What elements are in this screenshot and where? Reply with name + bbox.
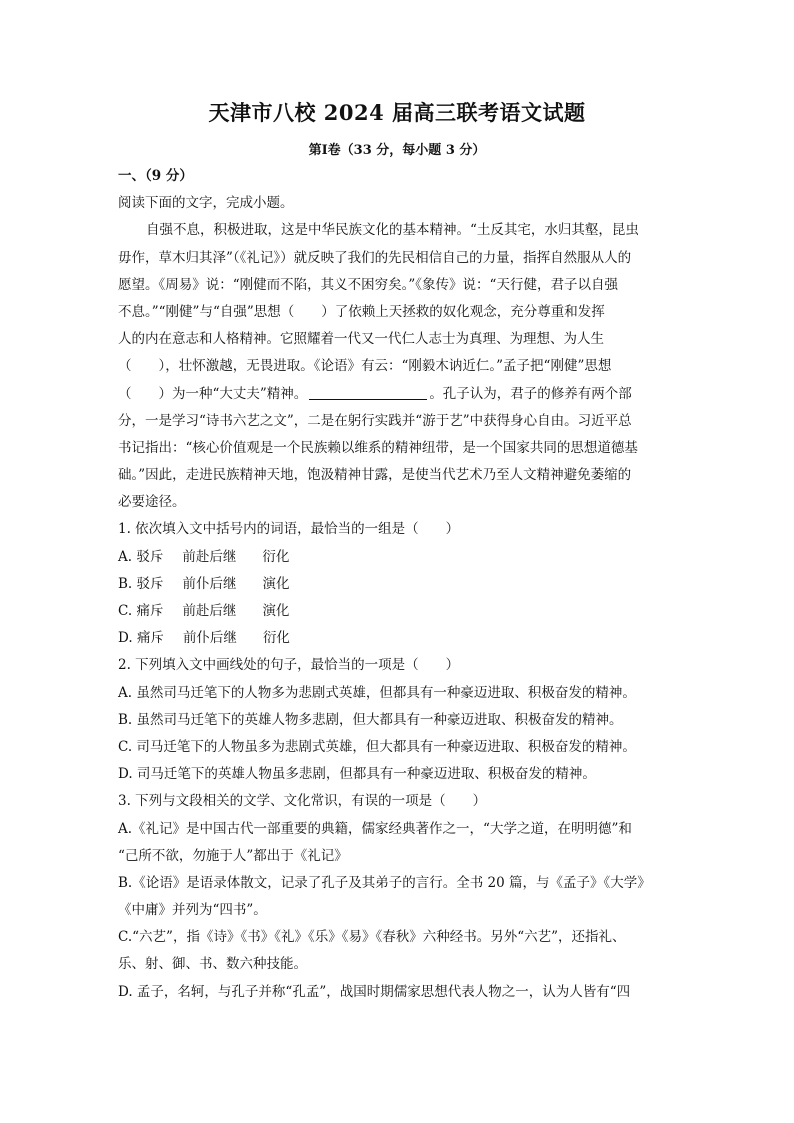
option-a (118, 544, 678, 571)
fill-in-blank-underline (309, 384, 427, 400)
section-heading: 一、（9 分） (118, 168, 193, 184)
option-d: D. 司马迁笔下的英雄人物虽多悲剧，但都具有一种豪迈进取、积极奋发的精神。 (118, 766, 596, 783)
passage-line: 自强不息，积极进取，这是中华民族文化的基本精神。“土反其宅，水归其壑，昆虫 (146, 222, 639, 239)
option-word: 前赴后继 (182, 603, 237, 619)
exam-body (118, 163, 678, 1006)
option-word: 痛斥 (136, 630, 164, 647)
instruction-text: 阅读下面的文字，完成小题。 (118, 195, 294, 212)
option-word: 衍化 (262, 630, 290, 647)
option-b: B. 虽然司马迁笔下的英雄人物多悲剧，但大都具有一种豪迈进取、积极奋发的精神。 (118, 711, 623, 728)
option-letter: B. (118, 575, 137, 592)
option-word: 驳斥 (136, 548, 164, 565)
question-3 (118, 788, 678, 1006)
option-letter: A. (118, 548, 137, 565)
option-word: 前赴后继 (182, 548, 237, 565)
option-c: C. 司马迁笔下的人物虽多为悲剧式英雄，但大都具有一种豪迈进取、积极奋发的精神。 (118, 738, 636, 755)
question-stem: 1. 依次填入文中括号内的词语，最恰当的一组是（ ） (118, 521, 460, 538)
option-word: 痛斥 (136, 603, 164, 619)
passage-line: 人的内在意志和人格精神。它照耀着一代又一代仁人志士为真理、为理想、为人生 (118, 331, 604, 348)
option-word: 前仆后继 (182, 575, 237, 592)
passage-line (118, 381, 678, 408)
question-stem: 3. 下列与文段相关的文学、文化常识，有误的一项是（ ） (118, 793, 487, 810)
option-c-continued: 乐、射、御、书、数六种技能。 (118, 956, 307, 973)
reading-passage (118, 217, 678, 516)
option-a-continued: “己所不欲，勿施于人”都出于《礼记》 (118, 847, 348, 864)
passage-line: 愿望。《周易》说：“刚健而不陷，其义不困穷矣。”《象传》说：“天行健，君子以自强 (118, 276, 618, 293)
option-b (118, 571, 678, 598)
question-1 (118, 516, 678, 652)
option-word: 演化 (262, 575, 290, 592)
option-d (118, 625, 678, 652)
option-letter: C. (118, 603, 137, 619)
section-subtitle: 第Ⅰ卷（33 分，每小题 3 分） (308, 143, 486, 158)
option-word: 衍化 (262, 548, 290, 565)
passage-line: （ ），壮怀激越，无畏进取。《论语》有云：“刚毅木讷近仁。”孟子把“刚健”思想 (118, 358, 612, 375)
passage-text: （ ）为一种“大丈夫”精神。 (118, 385, 308, 402)
option-word: 演化 (262, 603, 290, 619)
option-b-continued: 《中庸》并列为“四书”。 (118, 902, 267, 919)
passage-line: 不息。”“刚健”与“自强”思想（ ）了依赖上天拯救的奴化观念，充分尊重和发挥 (118, 303, 605, 320)
option-c: C.“六艺”，指《诗》《书》《礼》《乐》《易》《春秋》六种经书。另外“六艺”，还指礼、 (118, 929, 626, 946)
passage-line: 书记指出：“核心价值观是一个民族赖以维系的精神纽带，是一个国家共同的思想道德基 (118, 439, 638, 456)
passage-line: 必要途径。 (118, 494, 186, 511)
passage-text: 。孔子认为，君子的修养有两个部 (429, 385, 632, 402)
page-title: 天津市八校 2024 届高三联考语文试题 (208, 100, 586, 125)
option-a: A. 虽然司马迁笔下的人物多为悲剧式英雄，但都具有一种豪迈进取、积极奋发的精神。 (118, 684, 636, 701)
option-b: B.《论语》是语录体散文，记录了孔子及其弟子的言行。全书 20 篇，与《孟子》《大学》 (118, 874, 651, 891)
passage-line: 毋作，草木归其泽”（《礼记》）就反映了我们的先民相信自己的力量，指挥自然服从人的 (118, 249, 632, 266)
option-word: 前仆后继 (182, 630, 237, 647)
passage-line: 分，一是学习“诗书六艺之文”，二是在躬行实践并“游于艺”中获得身心自由。习近平总 (118, 412, 632, 429)
option-c (118, 598, 678, 625)
passage-line: 础。”因此，走进民族精神天地，饱汲精神甘露，是使当代艺术乃至人文精神避免萎缩的 (118, 467, 632, 484)
option-word: 驳斥 (136, 575, 164, 592)
option-d: D. 孟子，名轲，与孔子并称“孔孟”，战国时期儒家思想代表人物之一，认为人皆有“四 (118, 983, 631, 1000)
option-a: A.《礼记》是中国古代一部重要的典籍，儒家经典著作之一，“大学之道，在明明德”和 (118, 820, 632, 837)
question-stem: 2. 下列填入文中画线处的句子，最恰当的一项是（ ） (118, 657, 460, 674)
option-letter: D. (118, 630, 137, 647)
question-2 (118, 652, 678, 788)
